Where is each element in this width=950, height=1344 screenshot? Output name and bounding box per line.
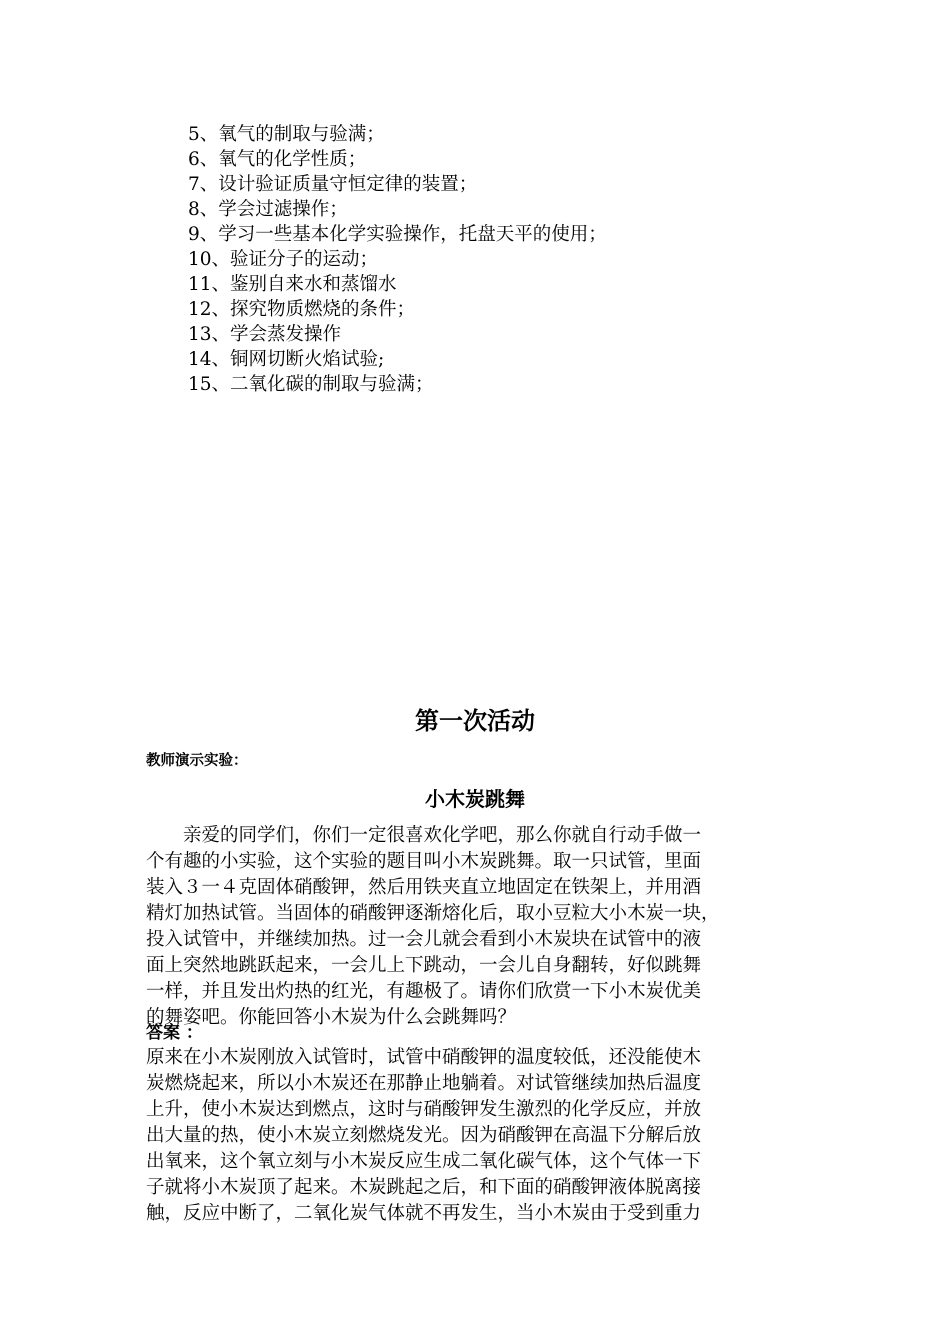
list-item: 8、学会过滤操作； [188,199,348,220]
paragraph-line: 出大量的热，使小木炭立刻燃烧发光。因为硝酸钾在高温下分解后放 [146,1125,702,1146]
list-item: 6、氧气的化学性质； [188,149,367,170]
paragraph-line: 投入试管中，并继续加热。过一会儿就会看到小木炭块在试管中的液 [146,929,702,950]
paragraph-line: 装入３一４克固体硝酸钾，然后用铁夹直立地固定在铁架上，并用酒 [146,877,702,898]
list-item: 7、设计验证质量守恒定律的装置； [188,174,478,195]
paragraph-line: 炭燃烧起来，所以小木炭还在那静止地躺着。对试管继续加热后温度 [146,1073,702,1094]
list-item: 15、二氧化碳的制取与验满； [188,374,434,395]
list-item: 10、验证分子的运动； [188,249,379,270]
paragraph-line: 原来在小木炭刚放入试管时，试管中硝酸钾的温度较低，还没能使木 [146,1047,702,1068]
list-item: 5、氧气的制取与验满； [188,124,385,145]
answer-paragraph [146,1045,820,1227]
paragraph-line: 面上突然地跳跃起来，一会儿上下跳动，一会儿自身翻转，好似跳舞 [146,955,702,976]
paragraph-line: 触，反应中断了，二氧化炭气体就不再发生，当小木炭由于受到重力 [146,1203,702,1224]
list-item: 13、学会蒸发操作 [188,324,342,345]
paragraph-line: 精灯加热试管。当固体的硝酸钾逐渐熔化后，取小豆粒大小木炭一块， [146,903,720,924]
paragraph-line: 个有趣的小实验，这个实验的题目叫小木炭跳舞。取一只试管，里面 [146,851,702,872]
list-item: 11、鉴别自来水和蒸馏水 [188,274,397,295]
list-item: 14、铜网切断火焰试验; [188,349,385,370]
paragraph-line: 亲爱的同学们，你们一定很喜欢化学吧，那么你就自行动手做一 [146,825,702,846]
paragraph-line: 一样，并且发出灼热的红光，有趣极了。请你们欣赏一下小木炭优美 [146,981,702,1002]
experiment-list [188,122,607,397]
paragraph-line: 上升，使小木炭达到燃点，这时与硝酸钾发生激烈的化学反应，并放 [146,1099,702,1120]
paragraph-line: 出氧来，这个氧立刻与小木炭反应生成二氧化碳气体，这个气体一下 [146,1151,702,1172]
paragraph-line: 的舞姿吧。你能回答小木炭为什么会跳舞吗？ [146,1007,517,1028]
experiment-title: 小木炭跳舞 [425,787,525,811]
list-item: 9、学习一些基本化学实验操作，托盘天平的使用； [188,224,607,245]
answer-label: 答案 ： [146,1023,203,1043]
subheading: 教师演示实验： [146,753,248,769]
section-title: 第一次活动 [415,707,535,735]
paragraph-line: 子就将小木炭顶了起来。木炭跳起之后，和下面的硝酸钾液体脱离接 [146,1177,702,1198]
intro-paragraph [146,823,820,1031]
list-item: 12、探究物质燃烧的条件； [188,299,416,320]
